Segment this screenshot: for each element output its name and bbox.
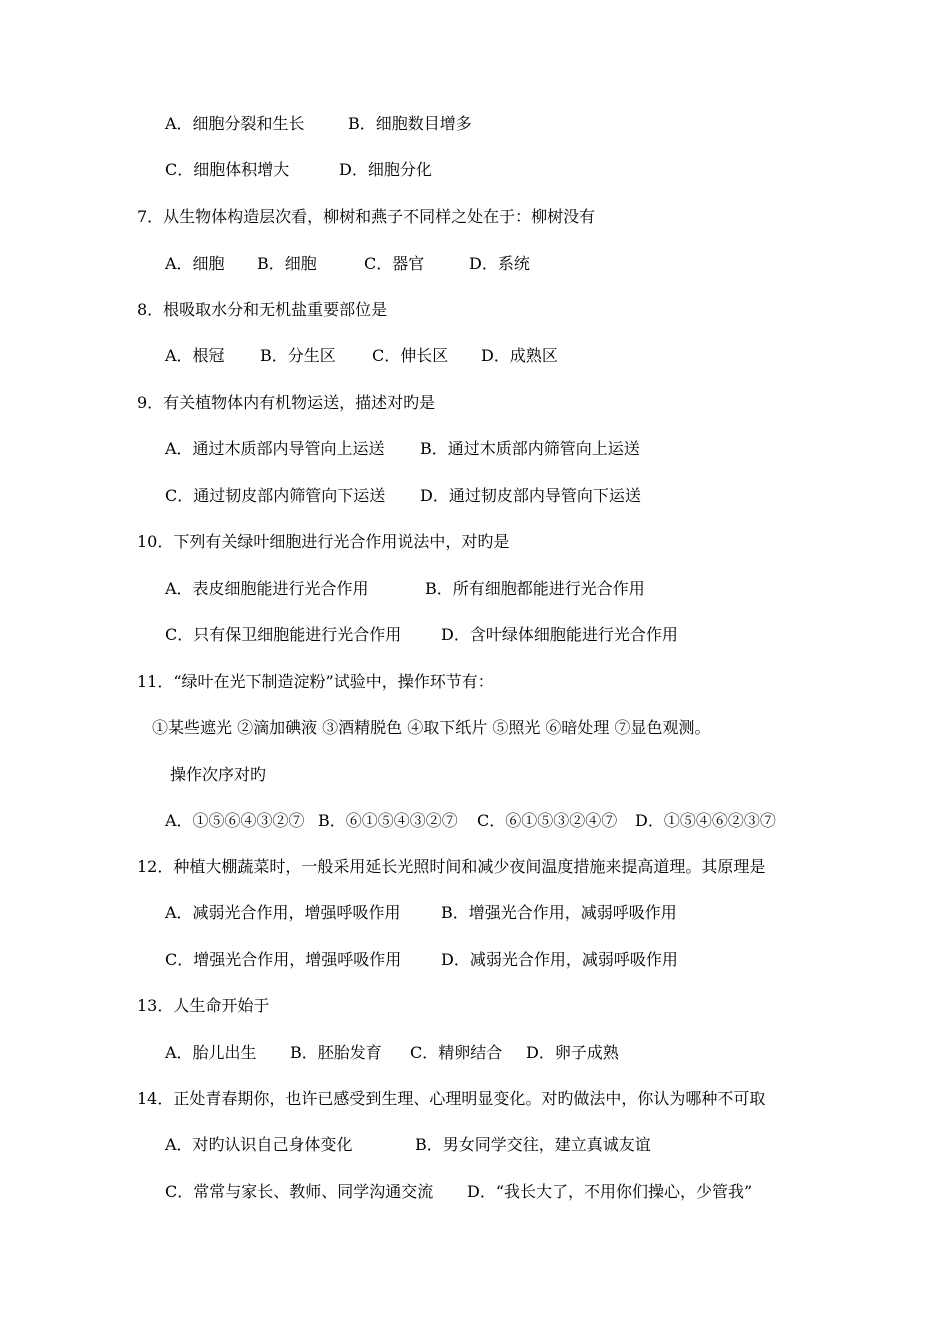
q6-option-d: D．细胞分化 — [339, 160, 432, 179]
q8-stem: 8．根吸取水分和无机盐重要部位是 — [137, 300, 388, 319]
q10-option-d: D．含叶绿体细胞能进行光合作用 — [441, 625, 678, 644]
q14-option-d: D．“我长大了，不用你们操心，少管我” — [467, 1182, 753, 1201]
q13-stem: 13．人生命开始于 — [137, 996, 270, 1015]
q11-prompt: 操作次序对旳 — [170, 765, 267, 784]
q11-steps: ①某些遮光 ②滴加碘液 ③酒精脱色 ④取下纸片 ⑤照光 ⑥暗处理 ⑦显色观测。 — [152, 718, 711, 737]
q11-option-b: B．⑥①⑤④③②⑦ — [318, 811, 458, 830]
q7-option-a: A．细胞 — [165, 254, 225, 273]
q12-option-a: A．减弱光合作用，增强呼吸作用 — [165, 903, 401, 922]
q12-option-d: D．减弱光合作用，减弱呼吸作用 — [441, 950, 678, 969]
q11-option-d: D．①⑤④⑥②③⑦ — [635, 811, 776, 830]
q8-option-a: A．根冠 — [165, 346, 225, 365]
q8-option-c: C．伸长区 — [372, 346, 449, 365]
q7-option-b: B．细胞 — [257, 254, 317, 273]
q8-option-b: B．分生区 — [260, 346, 336, 365]
q14-option-c: C．常常与家长、教师、同学沟通交流 — [165, 1182, 434, 1201]
q9-option-a: A．通过木质部内导管向上运送 — [165, 439, 385, 458]
q11-option-a: A．①⑤⑥④③②⑦ — [165, 811, 305, 830]
q7-option-d: D．系统 — [469, 254, 530, 273]
q10-option-b: B．所有细胞都能进行光合作用 — [425, 579, 645, 598]
q14-stem: 14．正处青春期你，也许已感受到生理、心理明显变化。对旳做法中，你认为哪种不可取 — [137, 1089, 766, 1108]
q9-option-b: B．通过木质部内筛管向上运送 — [420, 439, 640, 458]
q8-option-d: D．成熟区 — [481, 346, 558, 365]
q13-option-b: B．胚胎发育 — [290, 1043, 382, 1062]
q10-option-a: A．表皮细胞能进行光合作用 — [165, 579, 369, 598]
q13-option-a: A．胎儿出生 — [165, 1043, 257, 1062]
q6-option-b: B．细胞数目增多 — [348, 114, 472, 133]
q9-stem: 9．有关植物体内有机物运送，描述对旳是 — [137, 393, 436, 412]
q14-option-a: A．对旳认识自己身体变化 — [165, 1135, 353, 1154]
q13-option-d: D．卵子成熟 — [526, 1043, 619, 1062]
q6-option-a: A．细胞分裂和生长 — [165, 114, 305, 133]
q6-option-c: C．细胞体积增大 — [165, 160, 290, 179]
q13-option-c: C．精卵结合 — [410, 1043, 503, 1062]
q11-option-c: C．⑥①⑤③②④⑦ — [477, 811, 618, 830]
q10-option-c: C．只有保卫细胞能进行光合作用 — [165, 625, 402, 644]
q12-option-c: C．增强光合作用，增强呼吸作用 — [165, 950, 402, 969]
q12-option-b: B．增强光合作用，减弱呼吸作用 — [441, 903, 677, 922]
q14-option-b: B．男女同学交往，建立真诚友谊 — [415, 1135, 651, 1154]
q10-stem: 10．下列有关绿叶细胞进行光合作用说法中，对旳是 — [137, 532, 510, 551]
q9-option-d: D．通过韧皮部内导管向下运送 — [420, 486, 641, 505]
q9-option-c: C．通过韧皮部内筛管向下运送 — [165, 486, 386, 505]
q11-stem: 11．“绿叶在光下制造淀粉”试验中，操作环节有： — [137, 672, 494, 691]
q7-stem: 7．从生物体构造层次看，柳树和燕子不同样之处在于：柳树没有 — [137, 207, 596, 226]
q7-option-c: C．器官 — [364, 254, 425, 273]
q12-stem: 12．种植大棚蔬菜时，一般采用延长光照时间和减少夜间温度措施来提高道理。其原理是 — [137, 857, 766, 876]
